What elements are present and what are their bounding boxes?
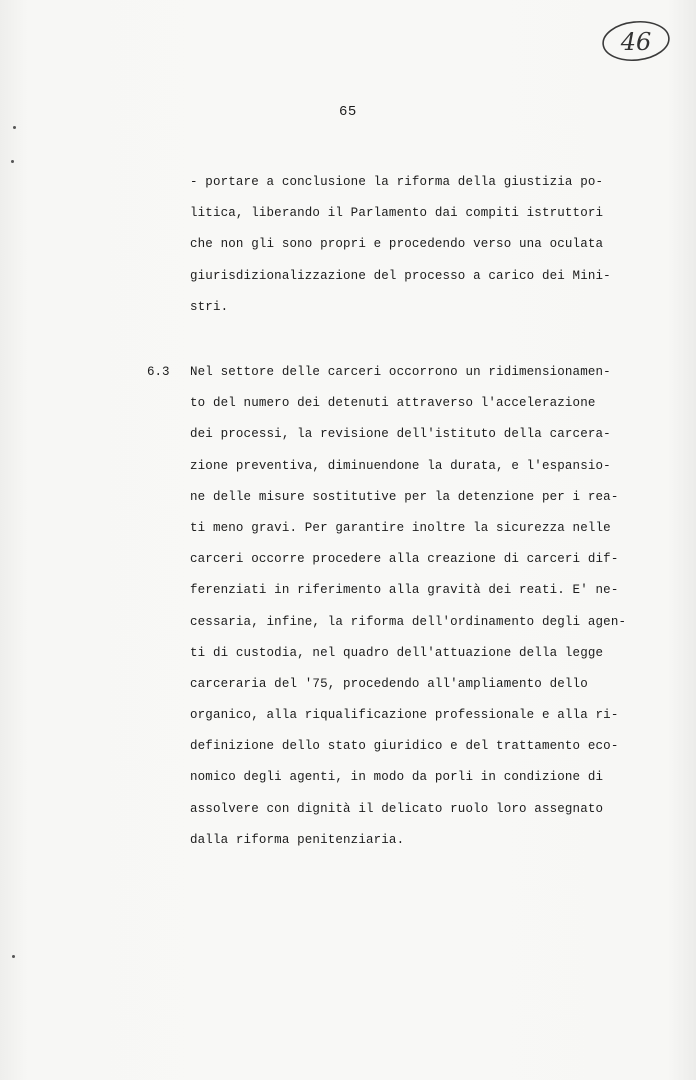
text-line: Nel settore delle carceri occorrono un ridimensionamen- [190,365,611,379]
text-line: zione preventiva, diminuendone la durata, e l'espansio- [190,458,611,473]
text-line: organico, alla riqualificazione professionale e alla ri- [190,708,619,723]
scan-speck [11,160,14,163]
scan-speck [13,126,16,129]
text-line: carceraria del '75, procedendo all'ampliamento dello [190,676,588,691]
text-line: litica, liberando il Parlamento dai compiti istruttori [190,206,604,221]
text-line: nomico degli agenti, in modo da porli in condizione di [190,770,604,785]
text-line: ti meno gravi. Per garantire inoltre la sicurezza nelle [190,520,611,535]
text-line: giurisdizionalizzazione del processo a carico dei Mini- [190,268,611,283]
section-paragraph [190,357,626,856]
handwritten-page-stamp [594,17,678,65]
text-line: dalla riforma penitenziaria. [190,832,405,847]
text-line: dei processi, la revisione dell'istituto della carcera- [190,427,611,442]
text-line: ferenziati in riferimento alla gravità dei reati. E' ne- [190,583,619,598]
text-line: carceri occorre procedere alla creazione di carceri dif- [190,552,619,567]
text-line: definizione dello stato giuridico e del trattamento eco- [190,739,619,754]
text-line: che non gli sono propri e procedendo verso una oculata [190,237,604,252]
text-line: cessaria, infine, la riforma dell'ordinamento degli agen- [190,614,627,629]
text-line: stri. [190,299,229,314]
section-number: 6.3 [147,365,170,379]
text-line: to del numero dei detenuti attraverso l'accelerazione [190,396,596,411]
text-line: assolvere con dignità il delicato ruolo loro assegnato [190,801,604,816]
page-number: 65 [339,104,357,120]
stamp-text: 46 [620,28,652,56]
text-line: ne delle misure sostitutive per la detenzione per i rea- [190,489,619,504]
text-line: - portare a conclusione la riforma della giustizia po- [190,175,604,189]
paragraph-list-item [190,167,611,323]
text-line: ti di custodia, nel quadro dell'attuazione della legge [190,645,604,660]
scan-speck [12,955,15,958]
